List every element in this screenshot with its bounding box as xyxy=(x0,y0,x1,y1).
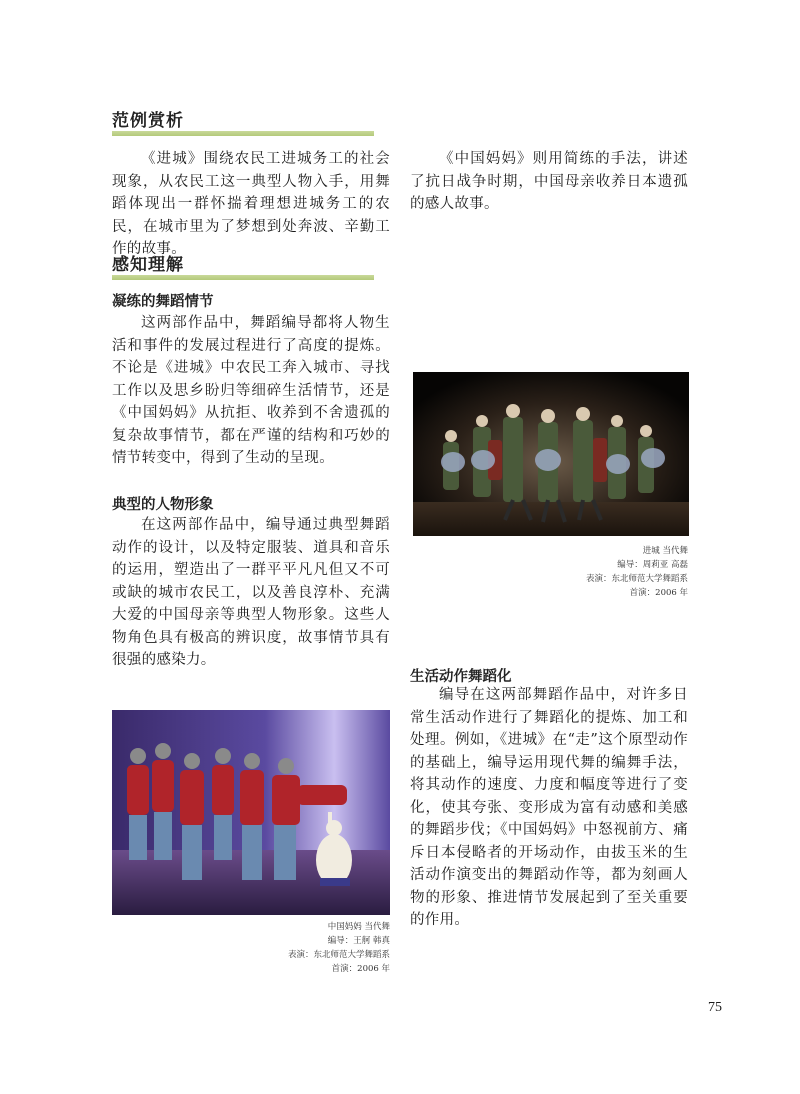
jincheng-caption-line: 编导：周莉亚 高磊 xyxy=(617,560,688,570)
subsection-character-title: 典型的人物形象 xyxy=(112,497,214,513)
example-left-paragraph: 《进城》围绕农民工进城务工的社会现象，从农民工这一典型人物入手，用舞蹈体现出一群怀揣着理想进城务工的农民，在城市里为了梦想到处奔波、辛勤工作的故事。 xyxy=(112,151,390,257)
section-perception-title: 感知理解 xyxy=(112,255,184,275)
section-example-title: 范例赏析 xyxy=(112,111,184,131)
subsection-plot-title: 凝练的舞蹈情节 xyxy=(112,294,214,310)
mama-photo xyxy=(112,710,390,915)
jincheng-caption xyxy=(560,544,688,600)
section-example-rule xyxy=(112,131,374,136)
section-example-header xyxy=(112,106,374,136)
jincheng-caption-line: 进城 当代舞 xyxy=(642,546,688,556)
section-perception-rule xyxy=(112,275,374,280)
mama-caption-line: 编导：王舸 韩真 xyxy=(327,936,390,946)
mama-stage-illustration xyxy=(112,710,390,915)
subsection-plot-text: 这两部作品中，舞蹈编导都将人物生活和事件的发展过程进行了高度的提炼。不论是《进城》中农民工奔入城市、寻找工作以及思乡盼归等细碎生活情节，还是《中国妈妈》从抗拒、收养到不舍遗孤的复杂故事情节，都在严谨的结构和巧妙的情节转变中，得到了生动的呈现。 xyxy=(112,315,390,466)
page-number: 75 xyxy=(708,1000,722,1015)
section-perception-header xyxy=(112,250,374,280)
mama-caption-line: 表演：东北师范大学舞蹈系 xyxy=(287,950,390,960)
mama-caption-line: 中国妈妈 当代舞 xyxy=(327,922,390,932)
example-right-paragraph: 《中国妈妈》则用简练的手法，讲述了抗日战争时期，中国母亲收养日本遗孤的感人故事。 xyxy=(410,151,688,212)
subsection-movement-text: 编导在这两部舞蹈作品中，对许多日常生活动作进行了舞蹈化的提炼、加工和处理。例如，《进城》在“走”这个原型动作的基础上，编导运用现代舞的编舞手法，将其动作的速度、力度和幅度等进行了变化，使其夸张、变形成为富有动感和美感的舞蹈步伐；《中国妈妈》中怒视前方、痛斥日本侵略者的开场动作，由拔玉米的生活动作演变出的舞蹈动作等，都为刻画人物的形象、推进情节发展起到了至关重要的作用。 xyxy=(410,687,688,928)
mama-caption-line: 首演：2006 年 xyxy=(331,964,390,974)
jincheng-caption-line: 表演：东北师范大学舞蹈系 xyxy=(585,574,688,584)
mama-caption xyxy=(260,920,390,976)
subsection-movement-title: 生活动作舞蹈化 xyxy=(410,669,512,685)
jincheng-stage-illustration xyxy=(413,372,689,536)
jincheng-caption-line: 首演：2006 年 xyxy=(629,588,688,598)
jincheng-photo xyxy=(413,372,689,536)
subsection-character-text: 在这两部作品中，编导通过典型舞蹈动作的设计，以及特定服装、道具和音乐的运用，塑造出了一群平平凡凡但又不可或缺的城市农民工，以及善良淳朴、充满大爱的中国母亲等典型人物形象。这些人物角色具有极高的辨识度，故事情节具有很强的感染力。 xyxy=(112,517,390,668)
